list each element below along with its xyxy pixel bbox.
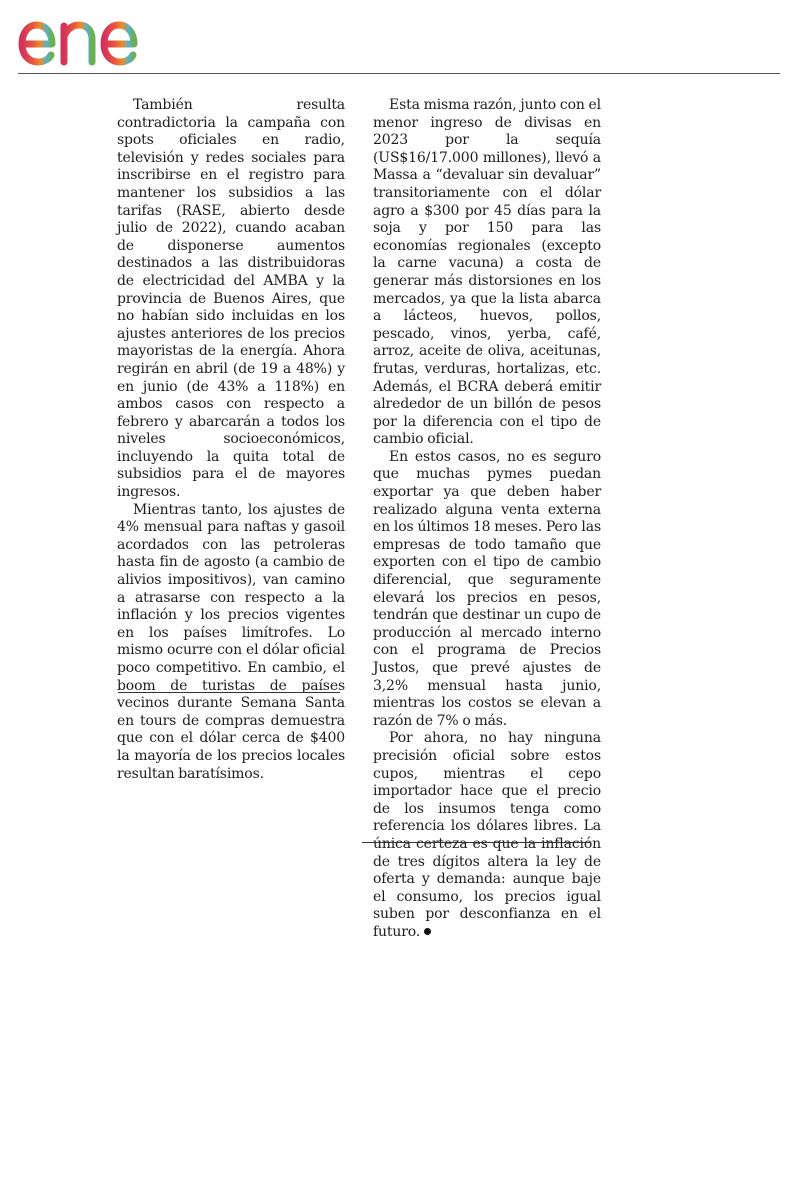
enel-logo: [16, 4, 186, 70]
article-column-left: [117, 97, 345, 783]
paragraph: También resulta contradictoria la campaña con spots oficiales en radio, televisión y redes sociales para inscribirse en el registro para mantener los subsidios a las tarifas (RASE, abierto desde julio de 2022), cuando acaban de disponerse aumentos destinados a las distribuidoras de electricidad del AMBA y la provincia de Buenos Aires, que no habían sido incluidas en los ajustes anteriores de los precios mayoristas de la energía. Ahora regirán en abril (de 19 a 48%) y en junio (de 43% a 118%) en ambos casos con respecto a febrero y abarcarán a todos los niveles socioeconómicos, incluyendo la quita total de subsidios para el de mayores ingresos.: [117, 97, 345, 501]
header-rule: [18, 73, 780, 74]
article-column-right: [373, 97, 601, 942]
end-of-article-bullet-icon: [424, 928, 431, 935]
column-end-rule: [362, 842, 590, 843]
paragraph: En estos casos, no es seguro que muchas pymes puedan exportar ya que deben haber realizado alguna venta externa en los últimos 18 meses. Pero las empresas de todo tamaño que exporten con el tipo de cambio diferencial, que seguramente elevará los precios en pesos, tendrán que destinar un cupo de producción al mercado interno con el programa de Precios Justos, que prevé ajustes de 3,2% mensual hasta junio, mientras los costos se elevan a razón de 7% o más.: [373, 448, 601, 729]
column-end-rule: [118, 692, 340, 693]
paragraph: Esta misma razón, junto con el menor ingreso de divisas en 2023 por la sequía (US$16/17.000 millones), llevó a Massa a “devaluar sin devaluar” transitoriamente con el dólar agro a $300 por 45 días para la soja y por 150 para las economías regionales (excepto la carne vacuna) a costa de generar más distorsiones en los mercados, ya que la lista abarca a lácteos, huevos, pollos, pescado, vinos, yerba, café, arroz, aceite de oliva, aceitunas, frutas, verduras, hortalizas, etc. Además, el BCRA deberá emitir alrededor de un billón de pesos por la diferencia con el tipo de cambio oficial.: [373, 97, 601, 448]
paragraph: Mientras tanto, los ajustes de 4% mensual para naftas y gasoil acordados con las petroleras hasta fin de agosto (a cambio de alivios impositivos), van camino a atrasarse con respecto a la inflación y los precios vigentes en los países limítrofes. Lo mismo ocurre con el dólar oficial poco competitivo. En cambio, el boom de turistas de países vecinos durante Semana Santa en tours de compras demuestra que con el dólar cerca de $400 la mayoría de los precios locales resultan baratísimos.: [117, 501, 345, 782]
paragraph-text: Por ahora, no hay ninguna precisión oficial sobre estos cupos, mientras el cepo importador hace que el precio de los insumos tenga como referencia los dólares libres. La única certeza es que la inflación de tres dígitos altera la ley de oferta y demanda: aunque baje el consumo, los precios igual suben por desconfianza en el futuro.: [373, 730, 601, 940]
paragraph-final: [373, 730, 601, 941]
